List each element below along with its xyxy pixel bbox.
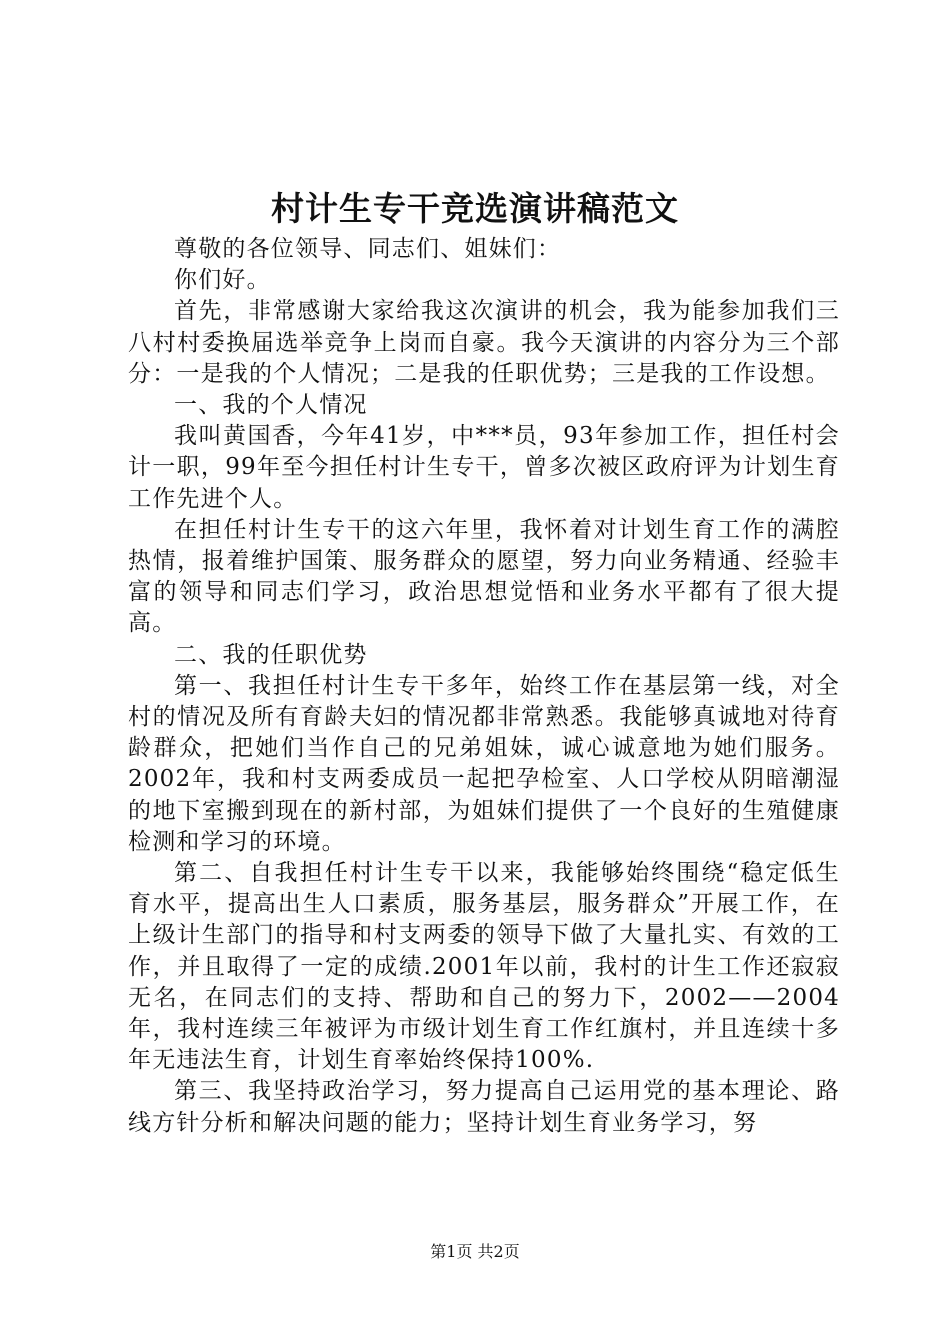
paragraph-intro: 首先，非常感谢大家给我这次演讲的机会，我为能参加我们三八村村委换届选举竞争上岗而自豪。我今天演讲的内容分为三个部分：一是我的个人情况；二是我的任职优势；三是我的工作设想。 (128, 298, 840, 387)
section-heading-personal: 一、我的个人情况 (174, 392, 368, 419)
document-body (128, 234, 840, 1139)
paragraph-advantage-1: 第一、我担任村计生专干多年，始终工作在基层第一线，对全村的情况及所有育龄夫妇的情况都非常熟悉。我能够真诚地对待育龄群众，把她们当作自己的兄弟姐妹，诚心诚意地为她们服务。2002年，我和村支两委成员一起把孕检室、人口学校从阴暗潮湿的地下室搬到现在的新村部，为姐妹们提供了一个良好的生殖健康检测和学习的环境。 (128, 672, 840, 855)
document-title: 村计生专干竞选演讲稿范文 (271, 189, 679, 228)
paragraph-advantage-3: 第三、我坚持政治学习，努力提高自己运用党的基本理论、路线方针分析和解决问题的能力；坚持计划生育业务学习，努 (128, 1078, 840, 1136)
paragraph-advantage-2: 第二、自我担任村计生专干以来，我能够始终围绕“稳定低生育水平，提高出生人口素质，服务基层，服务群众”开展工作，在上级计生部门的指导和村支两委的领导下做了大量扎实、有效的工作，并且取得了一定的成绩.2001年以前，我村的计生工作还寂寂无名，在同志们的支持、帮助和自己的努力下，2002——2004年，我村连续三年被评为市级计划生育工作红旗村，并且连续十多年无违法生育，计划生育率始终保持100%. (128, 860, 840, 1074)
paragraph-salutation: 尊敬的各位领导、同志们、姐妹们： (174, 236, 562, 262)
paragraph-personal-info: 我叫黄国香，今年41岁，中***员，93年参加工作，担任村会计一职，99年至今担任村计生专干，曾多次被区政府评为计划生育工作先进个人。 (128, 423, 840, 512)
page-number-footer: 第1页 共2页 (430, 1242, 520, 1261)
paragraph-experience: 在担任村计生专干的这六年里，我怀着对计划生育工作的满腔热情，报着维护国策、服务群众的愿望，努力向业务精通、经验丰富的领导和同志们学习，政治思想觉悟和业务水平都有了很大提高。 (128, 516, 840, 637)
paragraph-greeting: 你们好。 (174, 267, 271, 294)
section-heading-advantages: 二、我的任职优势 (174, 641, 368, 668)
